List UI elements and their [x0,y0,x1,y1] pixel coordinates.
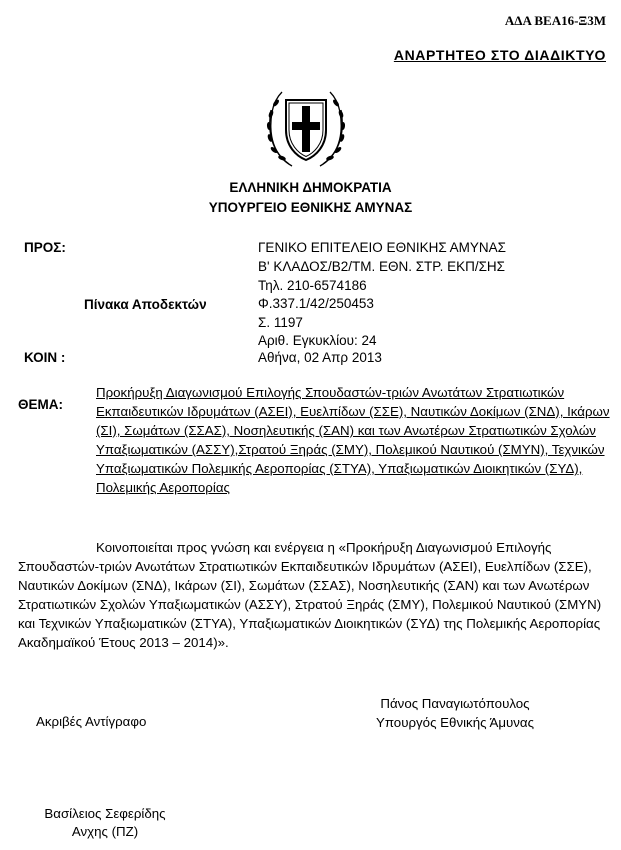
recipient-line: Φ.337.1/42/250453 [258,296,374,311]
header-ministry: ΥΠΟΥΡΓΕΙΟ ΕΘΝΙΚΗΣ ΑΜΥΝΑΣ [208,200,413,215]
ada-code: ΑΔΑ ΒΕΑ16-Ξ3Μ [504,13,606,28]
true-copy-label: Ακριβές Αντίγραφο [36,714,147,729]
subject-text: Προκήρυξη Διαγωνισμού Επιλογής Σπουδαστών-τριών Ανωτάτων Στρατιωτικών Εκπαιδευτικών Ιδρυμάτων (ΑΣΕΙ), Ευελπίδων (ΣΣΕ), Ναυτικών Δοκίμων (ΣΝΔ), Ικάρων (ΣΙ), Σωμάτων (ΣΣΑΣ), Νοσηλευτικής (ΣΑΝ) και των Ανωτέρων Στρατιωτικών Σχολών Υπαξιωματικών (ΑΣΣΥ),Στρατού Ξηράς (ΣΜΥ), Πολεμικού Ναυτικού (ΣΜΥΝ), Τεχνικών Υπαξιωματικών Πολεμικής Αεροπορίας (ΣΤΥΑ), Υπαξιωματικών Διοικητικών (ΣΥΔ), Πολεμικής Αεροπορίας [96,385,610,495]
recipient-line: ΓΕΝΙΚΟ ΕΠΙΤΕΛΕΙΟ ΕΘΝΙΚΗΣ ΑΜΥΝΑΣ [258,240,507,255]
copy-signer-name: Βασίλειος Σεφερίδης [44,806,166,821]
recipient-line: Αριθ. Εγκυκλίου: 24 [258,333,377,348]
copy-signer-rank: Ανχης (ΠΖ) [71,824,139,839]
body-text: Κοινοποιείται προς γνώση και ενέργεια η «Προκήρυξη Διαγωνισμού Επιλογής Σπουδαστών-τριών Ανωτάτων Στρατιωτικών Εκπαιδευτικών Ιδρυμάτων (ΑΣΕΙ), Ευελπίδων (ΣΣΕ), Ναυτικών Δοκίμων (ΣΝΔ), Ικάρων (ΣΙ), Σωμάτων (ΣΣΑΣ), Νοσηλευτικής (ΣΑΝ) και των Ανωτέρων Στρατιωτικών Σχολών Υπαξιωματικών (ΑΣΣΥ), Στρατού Ξηράς (ΣΜΥ), Πολεμικού Ναυτικού (ΣΜΥΝ) και Τεχνικών Υπαξιωματικών (ΣΤΥΑ), Υπαξιωματικών Διοικητικών (ΣΥΔ) της Πολεμικής Αεροπορίας Ακαδημαϊκού Έτους 2013 – 2014)». [18,540,602,650]
recipient-line: Σ. 1197 [258,315,303,330]
to-label: ΠΡΟΣ: [24,240,66,255]
recipients-table-label: Πίνακα Αποδεκτών [84,297,207,312]
signatory-title: Υπουργός Εθνικής Άμυνας [375,715,535,730]
post-online-notice: ΑΝΑΡΤΗΤΕΟ ΣΤΟ ΔΙΑΔΙΚΤΥΟ [393,47,606,63]
document-date: Αθήνα, 02 Απρ 2013 [258,350,382,365]
header-republic: ΕΛΛΗΝΙΚΗ ΔΗΜΟΚΡΑΤΙΑ [229,180,392,195]
signatory-name: Πάνος Παναγιωτόπουλος [380,696,530,711]
subject-label: ΘΕΜΑ: [18,397,63,412]
body-paragraph [18,538,603,652]
coat-of-arms-emblem [262,86,350,170]
recipient-line: Β' ΚΛΑΔΟΣ/Β2/ΤΜ. ΕΘΝ. ΣΤΡ. ΕΚΠ/ΣΗΣ [258,259,506,274]
cc-label: ΚΟΙΝ : [24,350,66,365]
recipient-line: Τηλ. 210-6574186 [258,278,367,293]
